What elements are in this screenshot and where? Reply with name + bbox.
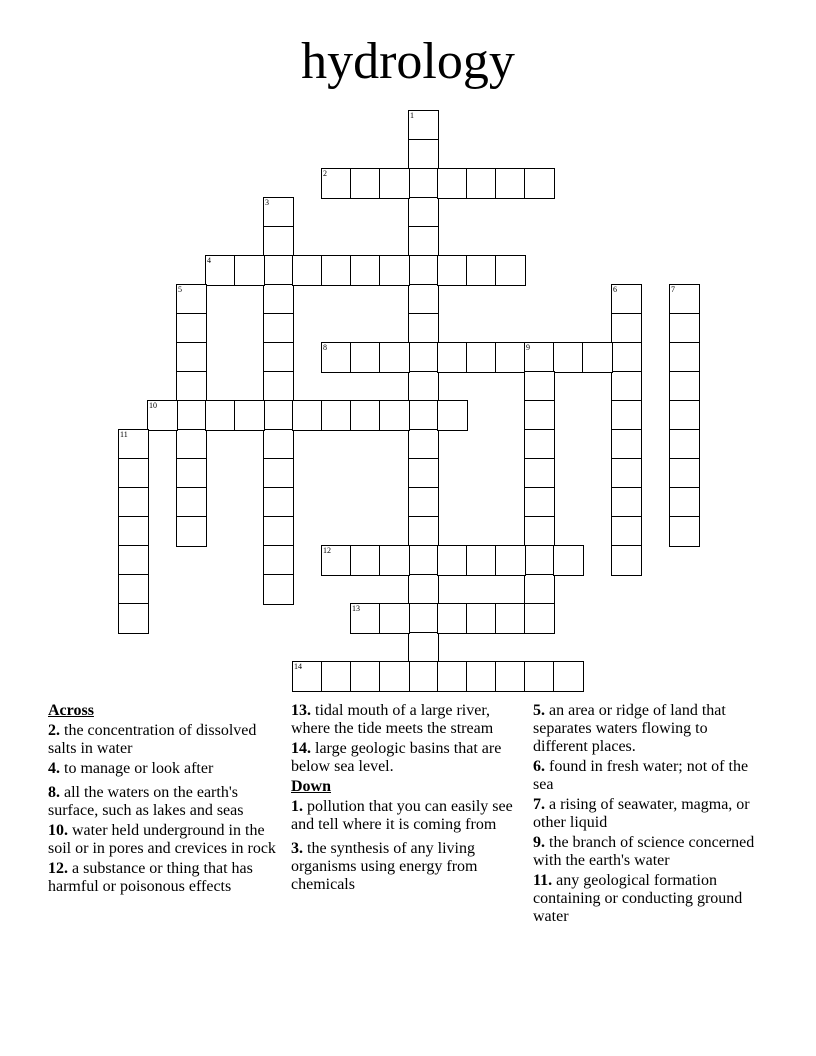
- grid-cell[interactable]: [611, 458, 642, 489]
- clue-across-8: 8. all the waters on the earth's surface, such as lakes and seas: [48, 784, 244, 819]
- clue-across-4: 4. to manage or look after: [48, 760, 214, 777]
- grid-cell[interactable]: [495, 168, 526, 199]
- grid-cell[interactable]: [234, 255, 265, 286]
- grid-cell[interactable]: [321, 545, 352, 576]
- grid-cell[interactable]: [495, 603, 526, 634]
- grid-cell[interactable]: [263, 516, 294, 547]
- grid-cell[interactable]: [408, 429, 439, 460]
- grid-cell[interactable]: [524, 603, 555, 634]
- grid-cell[interactable]: [408, 197, 439, 228]
- grid-cell[interactable]: [408, 168, 439, 199]
- grid-cell[interactable]: [321, 168, 352, 199]
- grid-cell[interactable]: [292, 661, 323, 692]
- clue-down-1: 1. pollution that you can easily see and tell where it is coming from: [291, 798, 513, 833]
- grid-cell[interactable]: [669, 313, 700, 344]
- grid-cell[interactable]: [350, 661, 381, 692]
- grid-cell[interactable]: [611, 313, 642, 344]
- grid-cell[interactable]: [321, 255, 352, 286]
- clue-number: 4: [207, 256, 211, 265]
- grid-cell[interactable]: [495, 545, 526, 576]
- grid-cell[interactable]: [408, 226, 439, 257]
- grid-cell[interactable]: [437, 661, 468, 692]
- grid-cell[interactable]: [611, 371, 642, 402]
- grid-cell[interactable]: [611, 487, 642, 518]
- grid-cell[interactable]: [524, 342, 555, 373]
- grid-cell[interactable]: [118, 603, 149, 634]
- grid-cell[interactable]: [263, 458, 294, 489]
- clue-number: 9: [526, 343, 530, 352]
- grid-cell[interactable]: [176, 400, 207, 431]
- grid-cell[interactable]: [408, 255, 439, 286]
- grid-cell[interactable]: [669, 429, 700, 460]
- grid-cell[interactable]: [118, 487, 149, 518]
- grid-cell[interactable]: [118, 545, 149, 576]
- grid-cell[interactable]: [292, 400, 323, 431]
- across-heading: Across: [48, 702, 94, 719]
- clue-number: 5: [178, 285, 182, 294]
- grid-cell[interactable]: [263, 226, 294, 257]
- grid-cell[interactable]: [524, 574, 555, 605]
- grid-cell[interactable]: [118, 429, 149, 460]
- grid-cell[interactable]: [408, 139, 439, 170]
- puzzle-title: hydrology: [301, 33, 515, 90]
- clue-number: 11: [120, 430, 128, 439]
- grid-cell[interactable]: [524, 168, 555, 199]
- grid-cell[interactable]: [669, 400, 700, 431]
- grid-cell[interactable]: [524, 458, 555, 489]
- grid-cell[interactable]: [524, 545, 555, 576]
- grid-cell[interactable]: [263, 400, 294, 431]
- clue-number: 7: [671, 285, 675, 294]
- grid-cell[interactable]: [263, 197, 294, 228]
- grid-cell[interactable]: [669, 516, 700, 547]
- grid-cell[interactable]: [408, 313, 439, 344]
- grid-cell[interactable]: [408, 342, 439, 373]
- grid-cell[interactable]: [611, 284, 642, 315]
- grid-cell[interactable]: [263, 342, 294, 373]
- down-heading: Down: [291, 778, 332, 795]
- clue-number: 3: [265, 198, 269, 207]
- grid-cell[interactable]: [466, 342, 497, 373]
- grid-cell[interactable]: [379, 168, 410, 199]
- grid-cell[interactable]: [234, 400, 265, 431]
- grid-cell[interactable]: [350, 603, 381, 634]
- grid-cell[interactable]: [176, 458, 207, 489]
- grid-cell[interactable]: [466, 545, 497, 576]
- grid-cell[interactable]: [669, 487, 700, 518]
- grid-cell[interactable]: [350, 545, 381, 576]
- grid-cell[interactable]: [408, 661, 439, 692]
- grid-cell[interactable]: [205, 400, 236, 431]
- grid-cell[interactable]: [379, 342, 410, 373]
- grid-cell[interactable]: [611, 342, 642, 373]
- clue-down-9: 9. the branch of science concerned with the earth's water: [533, 834, 755, 869]
- grid-cell[interactable]: [553, 342, 584, 373]
- clue-number: 10: [149, 401, 157, 410]
- grid-cell[interactable]: [408, 632, 439, 663]
- grid-cell[interactable]: [379, 400, 410, 431]
- grid-cell[interactable]: [176, 487, 207, 518]
- grid-cell[interactable]: [176, 313, 207, 344]
- grid-cell[interactable]: [379, 545, 410, 576]
- grid-cell[interactable]: [437, 255, 468, 286]
- clue-down-3: 3. the synthesis of any living organisms using energy from chemicals: [291, 840, 478, 893]
- clues-column-3: [533, 702, 765, 928]
- grid-cell[interactable]: [408, 458, 439, 489]
- clue-number: 12: [323, 546, 331, 555]
- grid-cell[interactable]: [466, 661, 497, 692]
- clue-across-14: 14. large geologic basins that are below sea level.: [291, 740, 502, 775]
- grid-cell[interactable]: [582, 342, 613, 373]
- grid-cell[interactable]: [553, 545, 584, 576]
- grid-cell[interactable]: [408, 516, 439, 547]
- clue-across-13: 13. tidal mouth of a large river, where the tide meets the stream: [291, 702, 494, 737]
- grid-cell[interactable]: [176, 371, 207, 402]
- clues-column-2: [291, 702, 523, 896]
- grid-cell[interactable]: [408, 400, 439, 431]
- grid-cell[interactable]: [379, 603, 410, 634]
- grid-cell[interactable]: [408, 284, 439, 315]
- grid-cell[interactable]: [466, 603, 497, 634]
- grid-cell[interactable]: [495, 255, 526, 286]
- grid-cell[interactable]: [118, 574, 149, 605]
- grid-cell[interactable]: [524, 487, 555, 518]
- clue-down-6: 6. found in fresh water; not of the sea: [533, 758, 749, 793]
- grid-cell[interactable]: [408, 371, 439, 402]
- grid-cell[interactable]: [437, 400, 468, 431]
- clue-number: 14: [294, 662, 302, 671]
- grid-cell[interactable]: [321, 400, 352, 431]
- clue-number: 13: [352, 604, 360, 613]
- clue-down-7: 7. a rising of seawater, magma, or other liquid: [533, 796, 750, 831]
- grid-cell[interactable]: [263, 487, 294, 518]
- grid-cell[interactable]: [669, 371, 700, 402]
- clue-across-12: 12. a substance or thing that has harmful or poisonous effects: [48, 860, 253, 895]
- grid-cell[interactable]: [669, 342, 700, 373]
- grid-cell[interactable]: [263, 313, 294, 344]
- grid-cell[interactable]: [437, 168, 468, 199]
- grid-cell[interactable]: [466, 168, 497, 199]
- grid-cell[interactable]: [176, 342, 207, 373]
- grid-cell[interactable]: [263, 255, 294, 286]
- grid-cell[interactable]: [524, 661, 555, 692]
- grid-cell[interactable]: [611, 545, 642, 576]
- grid-cell[interactable]: [350, 168, 381, 199]
- grid-cell[interactable]: [350, 342, 381, 373]
- grid-cell[interactable]: [524, 400, 555, 431]
- grid-cell[interactable]: [611, 400, 642, 431]
- grid-cell[interactable]: [118, 516, 149, 547]
- grid-cell[interactable]: [263, 574, 294, 605]
- clues-column-1: [48, 702, 280, 898]
- clue-down-5: 5. an area or ridge of land that separates waters flowing to different places.: [533, 702, 726, 755]
- grid-cell[interactable]: [321, 661, 352, 692]
- grid-cell[interactable]: [408, 545, 439, 576]
- grid-cell[interactable]: [176, 429, 207, 460]
- grid-cell[interactable]: [379, 255, 410, 286]
- clue-across-10: 10. water held underground in the soil or in pores and crevices in rock: [48, 822, 276, 857]
- grid-cell[interactable]: [524, 371, 555, 402]
- grid-cell[interactable]: [263, 429, 294, 460]
- grid-cell[interactable]: [408, 603, 439, 634]
- grid-cell[interactable]: [408, 487, 439, 518]
- grid-cell[interactable]: [147, 400, 178, 431]
- grid-cell[interactable]: [263, 545, 294, 576]
- grid-cell[interactable]: [263, 284, 294, 315]
- grid-cell[interactable]: [669, 458, 700, 489]
- grid-cell[interactable]: [611, 429, 642, 460]
- grid-cell[interactable]: [495, 661, 526, 692]
- grid-cell[interactable]: [379, 661, 410, 692]
- grid-cell[interactable]: [176, 284, 207, 315]
- grid-cell[interactable]: [408, 110, 439, 141]
- grid-cell[interactable]: [495, 342, 526, 373]
- grid-cell[interactable]: [350, 400, 381, 431]
- clue-number: 6: [613, 285, 617, 294]
- grid-cell[interactable]: [118, 458, 149, 489]
- grid-cell[interactable]: [350, 255, 381, 286]
- grid-cell[interactable]: [437, 603, 468, 634]
- clue-number: 1: [410, 111, 414, 120]
- grid-cell[interactable]: [553, 661, 584, 692]
- grid-cell[interactable]: [408, 574, 439, 605]
- grid-cell[interactable]: [263, 371, 294, 402]
- grid-cell[interactable]: [466, 255, 497, 286]
- grid-cell[interactable]: [437, 545, 468, 576]
- clue-number: 8: [323, 343, 327, 352]
- clue-number: 2: [323, 169, 327, 178]
- clue-down-11: 11. any geological formation containing or conducting ground water: [533, 872, 743, 925]
- grid-cell[interactable]: [437, 342, 468, 373]
- grid-cell[interactable]: [321, 342, 352, 373]
- grid-cell[interactable]: [524, 429, 555, 460]
- grid-cell[interactable]: [611, 516, 642, 547]
- grid-cell[interactable]: [524, 516, 555, 547]
- clue-across-2: 2. the concentration of dissolved salts in water: [48, 722, 257, 757]
- grid-cell[interactable]: [669, 284, 700, 315]
- grid-cell[interactable]: [205, 255, 236, 286]
- grid-cell[interactable]: [292, 255, 323, 286]
- grid-cell[interactable]: [176, 516, 207, 547]
